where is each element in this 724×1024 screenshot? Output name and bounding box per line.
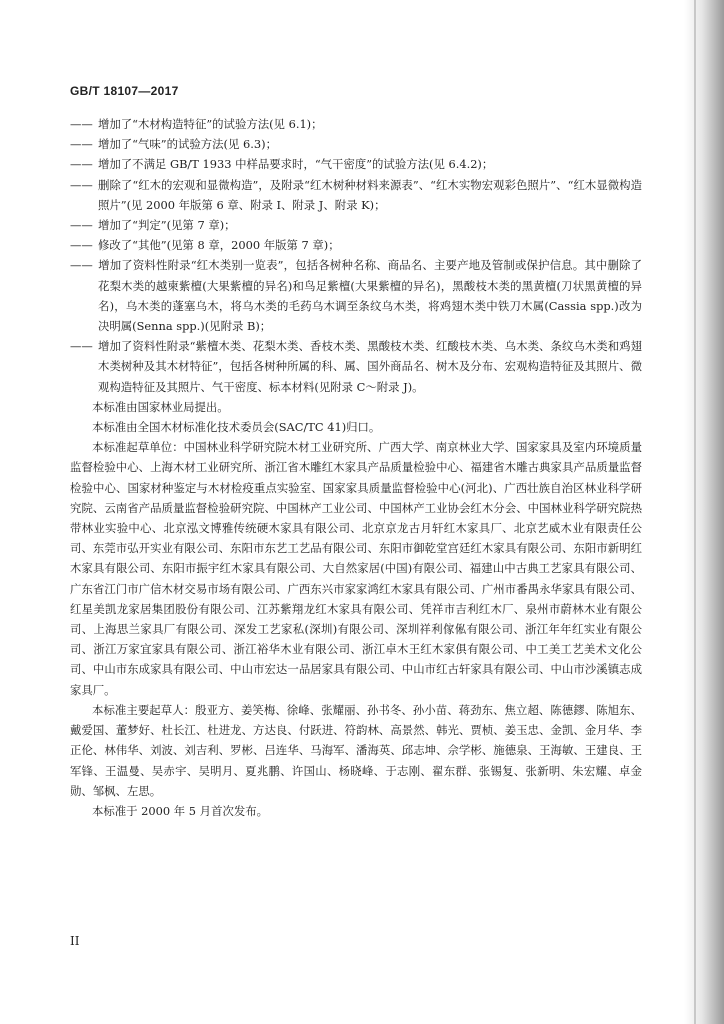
- change-text: 增加了“气味”的试验方法(见 6.3)；: [98, 137, 277, 152]
- change-item-3: [70, 154, 642, 174]
- dash-mark: ——: [70, 339, 93, 354]
- drafting-units: 本标准起草单位：中国林业科学研究院木材工业研究所、广西大学、南京林业大学、国家家具及室内环境质量监督检验中心、上海木材工业研究所、浙江省木雕红木家具产品质量检验中心、福建省木雕古典家具产品质量监督检验中心、国家材种鉴定与木材检疫重点实验室、国家家具质量监督检验中心(河北)、广西壮族自治区林业科学研究院、云南省产品质量监督检验研究院、中国林产工业公司、中国林产工业协会红木分会、中国林业科学研究院热带林业实验中心、北京泓文博雅传统硬木家具有限公司、北京京龙古月轩红木家具厂、北京艺威木业有限责任公司、东莞市弘开实业有限公司、东阳市东艺工艺品有限公司、东阳市御乾堂宫廷红木家具有限公司、东阳市新明红木家具有限公司、东阳市振宇红木家具有限公司、大自然家居(中国)有限公司、福建山中古典工艺家具有限公司、广东省江门市广信木材交易市场有限公司、广西东兴市家家鸿红木家具有限公司、广州市番禺永华家具有限公司、红星美凯龙家居集团股份有限公司、江苏紫翔龙红木家具有限公司、凭祥市吉利红木厂、泉州市蔚林木业有限公司、上海思兰家具厂有限公司、深发工艺家私(深圳)有限公司、深圳祥利傢俬有限公司、浙江年年红实业有限公司、浙江万家宜家具有限公司、浙江裕华木业有限公司、浙江卓木王红木家俱有限公司、中工美工艺美术文化公司、中山市东成家具有限公司、中山市宏达一品居家具有限公司、中山市红古轩家具有限公司、中山市沙溪镇志成家具厂。: [70, 440, 642, 697]
- dash-mark: ——: [70, 218, 93, 233]
- change-text: 增加了资料性附录“紫檀木类、花梨木类、香枝木类、黑酸枝木类、红酸枝木类、乌木类、条纹乌木类和鸡翅木类树种及其木材特征”，包括各树种所属的科、属、国外商品名、树木及分布、宏观构造特征及其照片、微观构造特征及其照片、气干密度、标本材料(见附录 C～附录 J)。: [98, 339, 642, 394]
- dash-mark: ——: [70, 238, 93, 253]
- change-item-7: [70, 255, 642, 336]
- change-item-4: [70, 175, 642, 215]
- change-text: 增加了不满足 GB/T 1933 中样品要求时，“气干密度”的试验方法(见 6.4.2)；: [98, 157, 494, 172]
- change-item-6: [70, 235, 642, 255]
- centralized-by: 本标准由全国木材标准化技术委员会(SAC/TC 41)归口。: [92, 420, 381, 435]
- proposed-by: 本标准由国家林业局提出。: [92, 399, 229, 414]
- change-text: 删除了“红木的宏观和显微构造”，及附录“红木树种材料来源表”、“红木实物宏观彩色照片”、“红木显微构造照片”(见 2000 年版第 6 章、附录 I、附录 J、附录 K)；: [98, 177, 642, 212]
- change-text: 修改了“其他”(见第 8 章，2000 年版第 7 章)；: [98, 238, 340, 253]
- dash-mark: ——: [70, 157, 93, 172]
- page-edge-shadow: [684, 0, 724, 1024]
- change-item-1: [70, 114, 642, 134]
- dash-mark: ——: [70, 258, 93, 273]
- standard-code-header: GB/T 18107—2017: [70, 84, 179, 98]
- first-published: 本标准于 2000 年 5 月首次发布。: [92, 803, 269, 818]
- dash-mark: ——: [70, 137, 93, 152]
- document-body: [70, 114, 642, 821]
- change-item-5: [70, 215, 642, 235]
- change-text: 增加了“判定”(见第 7 章)；: [98, 218, 236, 233]
- change-item-2: [70, 134, 642, 154]
- dash-mark: ——: [70, 177, 93, 192]
- page-number: II: [70, 934, 80, 948]
- drafters: 本标准主要起草人：殷亚方、姜笑梅、徐峰、张耀丽、孙书冬、孙小苗、蒋劲东、焦立超、陈德鏐、陈旭东、戴爱国、董梦好、杜长江、杜进龙、方达良、付跃进、符韵林、高景然、韩光、贾桢、姜玉忠、金凯、金月华、李正伦、林伟华、刘波、刘吉利、罗彬、吕连华、马海军、潘海英、邱志坤、佘学彬、施德泉、王海敏、王建良、王军锋、王温曼、吴赤宇、吴明月、夏兆鹏、许国山、杨晓峰、于志刚、翟东群、张锡复、张新明、朱宏耀、卓金勋、邹枫、左思。: [70, 702, 642, 798]
- dash-mark: ——: [70, 117, 93, 131]
- page-edge-line: [694, 0, 696, 1024]
- change-text: 增加了“木材构造特征”的试验方法(见 6.1)；: [98, 117, 323, 131]
- change-text: 增加了资料性附录“红木类别一览表”，包括各树种名称、商品名、主要产地及管制或保护信息。其中删除了花梨木类的越柬紫檀(大果紫檀的异名)和鸟足紫檀(大果紫檀的异名)，黑酸枝木类的黑黄檀(刀状黑黄檀的异名)，乌木类的蓬塞乌木，将乌木类的毛药乌木调至条纹乌木类，将鸡翅木类中铁刀木属(Cassia spp.)改为决明属(Senna spp.)(见附录 B)；: [98, 258, 642, 334]
- change-item-8: [70, 336, 642, 397]
